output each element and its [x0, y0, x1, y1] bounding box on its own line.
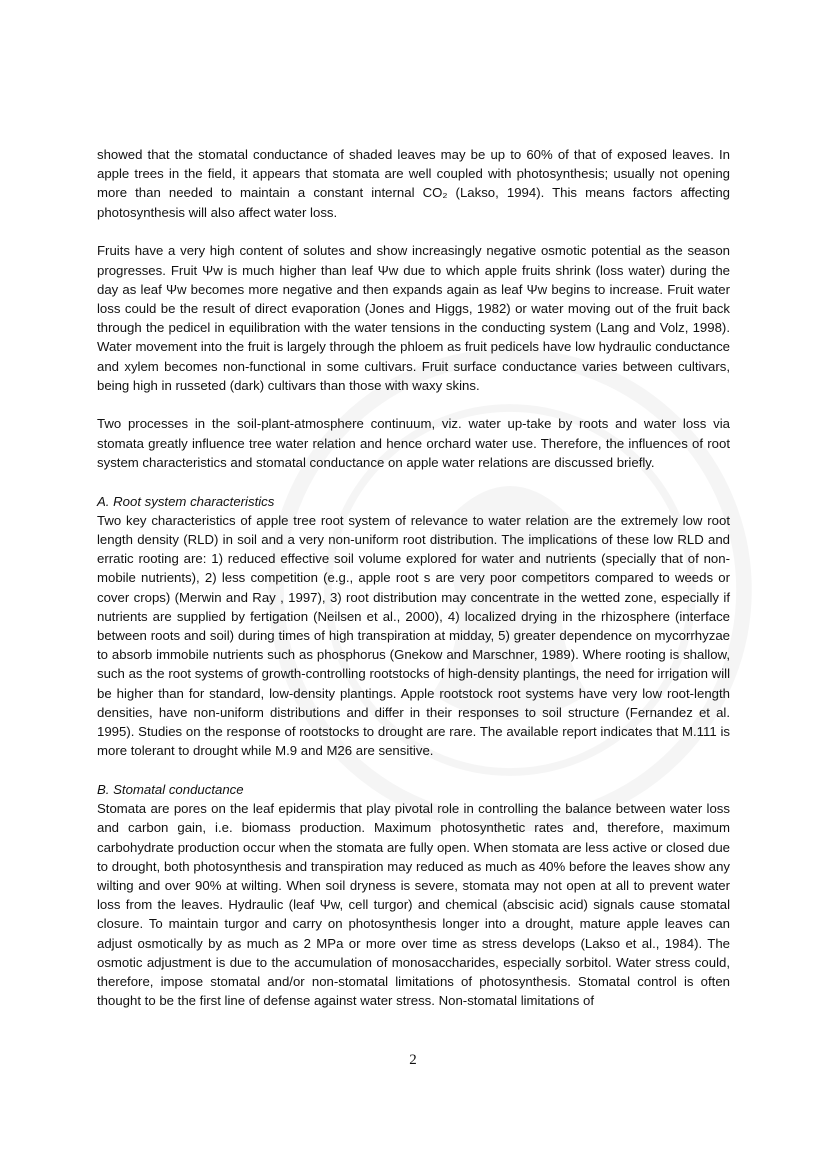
paragraph-stomatal-coupling: showed that the stomatal conductance of shaded leaves may be up to 60% of that of exposed leaves. In apple trees in the field, it appears that stomata are well coupled with photosynthesis; usually not opening more than needed to maintain a constant internal CO₂ (Lakso, 1994). This means factors affecting photosynthesis will also affect water loss. — [97, 147, 730, 220]
body-text — [97, 145, 730, 1030]
section-body-root-system: Two key characteristics of apple tree root system of relevance to water relation are the extremely low root length density (RLD) in soil and a very non-uniform root distribution. The implications of these low RLD and erratic rooting are: 1) reduced effective soil volume explored for water and nutrients (specially that of non-mobile nutrients), 2) less competition (e.g., apple root s are very poor competitors compared to weeds or cover crops) (Merwin and Ray , 1997), 3) root distribution may concentrate in the wetted zone, especially if nutrients are supplied by fertigation (Neilsen et al., 2000), 4) localized drying in the rhizosphere (interface between roots and soil) during times of high transpiration at midday, 5) greater dependence on mycorrhyzae to absorb immobile nutrients such as phosphorus (Gnekow and Marschner, 1989). Where rooting is shallow, such as the root systems of growth-controlling rootstocks of high-density plantings, the need for irrigation will be higher than for standard, low-density plantings. Apple rootstock root systems have very low root-length densities, have non-uniform distributions and differ in their responses to soil structure (Fernandez et al. 1995). Studies on the response of rootstocks to drought are rare. The available report indicates that M.111 is more tolerant to drought while M.9 and M26 are sensitive. — [97, 512, 730, 759]
section-stomatal-conductance — [97, 780, 730, 1010]
section-heading-root-system: A. Root system characteristics — [97, 493, 275, 509]
section-body-stomatal-conductance: Stomata are pores on the leaf epidermis that play pivotal role in controlling the balance between water loss and carbon gain, i.e. biomass production. Maximum photosynthetic rates and, therefore, maximum carbohydrate production occur when the stomata are fully open. When stomata are less active or closed due to drought, both photosynthesis and transpiration may reduced as much as 40% before the leaves show any wilting and over 90% at wilting. When soil dryness is severe, stomata may not open at all to prevent water loss from the leaves. Hydraulic (leaf Ψw, cell turgor) and chemical (abscisic acid) signals cause stomatal closure. To maintain turgor and carry on photosynthesis longer into a drought, mature apple leaves can adjust osmotically by as much as 2 MPa or more over time as stress develops (Lakso et al., 1984). The osmotic adjustment is due to the accumulation of monosaccharides, especially sorbitol. Water stress could, therefore, impose stomatal and/or non-stomatal limitations of photosynthesis. Stomatal control is often thought to be the first line of defense against water stress. Non-stomatal limitations of — [97, 801, 730, 1009]
section-heading-stomatal-conductance: B. Stomatal conductance — [97, 781, 244, 797]
section-root-system — [97, 492, 730, 761]
paragraph-fruit-water: Fruits have a very high content of solutes and show increasingly negative osmotic potential as the season progresses. Fruit Ψw is much higher than leaf Ψw due to which apple fruits shrink (loss water) during the day as leaf Ψw becomes more negative and then expands again as leaf Ψw begins to increase. Fruit water loss could be the result of direct evaporation (Jones and Higgs, 1982) or water moving out of the fruit back through the pedicel in equilibration with the water tensions in the conducting system (Lang and Volz, 1998). Water movement into the fruit is largely through the phloem as fruit pedicels have low hydraulic conductance and xylem becomes non-functional in some cultivars. Fruit surface conductance varies between cultivars, being high in russeted (dark) cultivars than those with waxy skins. — [97, 243, 730, 393]
page-number: 2 — [409, 1052, 417, 1068]
paragraph-two-processes: Two processes in the soil-plant-atmosphere continuum, viz. water up-take by roots and water loss via stomata greatly influence tree water relation and hence orchard water use. Therefore, the influences of root system characteristics and stomatal conductance on apple water relations are discussed briefly. — [97, 416, 730, 470]
